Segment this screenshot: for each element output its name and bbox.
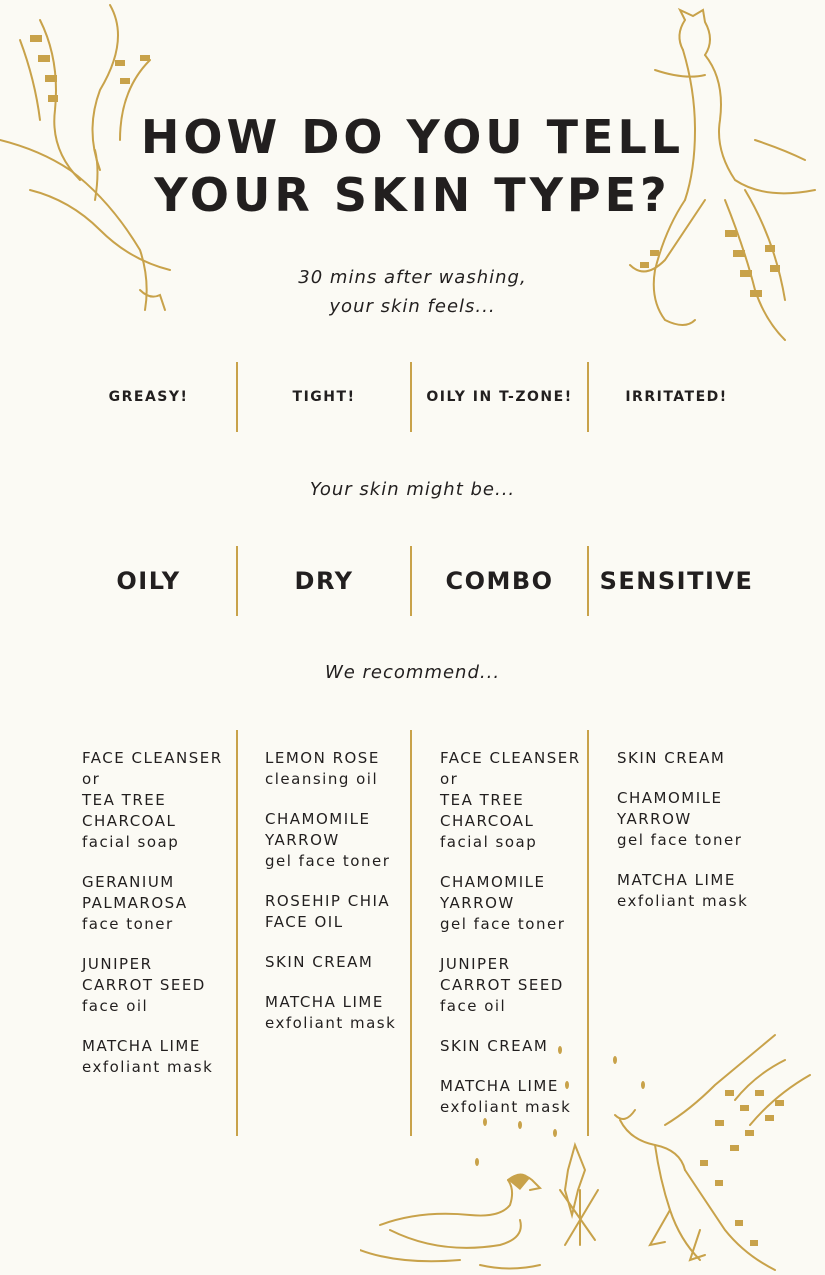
product-line: YARROW [617, 810, 692, 828]
divider [587, 730, 589, 1136]
skin-types-row [60, 546, 765, 616]
product-line: SKIN CREAM [265, 953, 374, 971]
product-item [265, 809, 396, 872]
product-line: CHARCOAL [82, 812, 177, 830]
feeling-irritated: IRRITATED! [625, 389, 728, 405]
bird-illustration-icon [605, 1030, 825, 1275]
skin-type-dry: DRY [294, 567, 354, 595]
product-line: CARROT SEED [82, 976, 206, 994]
product-line: exfoliant mask [440, 1098, 572, 1116]
product-line: gel face toner [440, 915, 566, 933]
product-line: MATCHA LIME [265, 993, 384, 1011]
product-line: face oil [440, 997, 507, 1015]
divider [236, 546, 238, 616]
skin-type-combo: COMBO [445, 567, 554, 595]
recommend-column-dry [265, 748, 396, 1053]
product-line: exfoliant mask [617, 892, 749, 910]
recommend-column-oily [82, 748, 223, 1097]
feeling-greasy: GREASY! [108, 389, 189, 405]
product-line: FACE CLEANSER [82, 749, 223, 767]
title-line-1: HOW DO YOU TELL [140, 110, 685, 164]
might-be-text: Your skin might be... [309, 479, 516, 500]
feelings-row [60, 362, 765, 432]
recommend-column-sensitive [617, 748, 748, 931]
product-line: facial soap [440, 833, 538, 851]
product-line: FACE CLEANSER [440, 749, 581, 767]
product-item [265, 992, 396, 1034]
intro-text [0, 263, 825, 321]
product-line: JUNIPER [82, 955, 153, 973]
product-line: YARROW [265, 831, 340, 849]
product-line: gel face toner [617, 831, 743, 849]
product-line: CHAMOMILE [440, 873, 546, 891]
page-title [0, 108, 825, 224]
product-line: SKIN CREAM [617, 749, 726, 767]
divider [587, 546, 589, 616]
product-line: TEA TREE [82, 791, 167, 809]
product-item [440, 1036, 581, 1057]
intro-line-2: your skin feels... [329, 296, 496, 317]
product-item [440, 748, 581, 853]
product-line: YARROW [440, 894, 515, 912]
product-line: exfoliant mask [265, 1014, 397, 1032]
product-line: GERANIUM [82, 873, 175, 891]
product-item [82, 872, 223, 935]
product-item [265, 748, 396, 790]
product-line: facial soap [82, 833, 180, 851]
product-item [617, 788, 748, 851]
product-line: CHAMOMILE [265, 810, 371, 828]
product-item [265, 891, 396, 933]
product-item [617, 870, 748, 912]
divider [236, 362, 238, 432]
product-line: TEA TREE [440, 791, 525, 809]
product-item [82, 748, 223, 853]
product-line: CHARCOAL [440, 812, 535, 830]
recommend-column-combo [440, 748, 581, 1137]
feeling-tight: TIGHT! [292, 389, 356, 405]
product-line: JUNIPER [440, 955, 511, 973]
product-line: face toner [82, 915, 174, 933]
product-line: CARROT SEED [440, 976, 564, 994]
product-item [82, 954, 223, 1017]
divider [410, 546, 412, 616]
product-line: CHAMOMILE [617, 789, 723, 807]
product-line: SKIN CREAM [440, 1037, 549, 1055]
product-line: MATCHA LIME [440, 1077, 559, 1095]
product-line: exfoliant mask [82, 1058, 214, 1076]
product-item [440, 872, 581, 935]
divider [587, 362, 589, 432]
product-item [617, 748, 748, 769]
product-line: ROSEHIP CHIA [265, 892, 391, 910]
product-line: cleansing oil [265, 770, 379, 788]
divider [236, 730, 238, 1136]
product-line: MATCHA LIME [617, 871, 736, 889]
product-line: PALMAROSA [82, 894, 188, 912]
product-line: gel face toner [265, 852, 391, 870]
product-item [265, 952, 396, 973]
divider [410, 362, 412, 432]
feeling-oily-t-zone: OILY IN T-ZONE! [426, 389, 573, 405]
product-line: LEMON ROSE [265, 749, 380, 767]
skin-type-sensitive: SENSITIVE [599, 567, 754, 595]
intro-line-1: 30 mins after washing, [298, 267, 527, 288]
product-line: MATCHA LIME [82, 1037, 201, 1055]
product-item [440, 1076, 581, 1118]
product-line: face oil [82, 997, 149, 1015]
title-line-2: YOUR SKIN TYPE? [154, 168, 671, 222]
divider [410, 730, 412, 1136]
recommend-heading: We recommend... [324, 662, 501, 683]
skin-type-oily: OILY [116, 567, 181, 595]
product-line: or [440, 770, 459, 788]
product-line: or [82, 770, 101, 788]
product-item [440, 954, 581, 1017]
product-item [82, 1036, 223, 1078]
product-line: FACE OIL [265, 913, 344, 931]
